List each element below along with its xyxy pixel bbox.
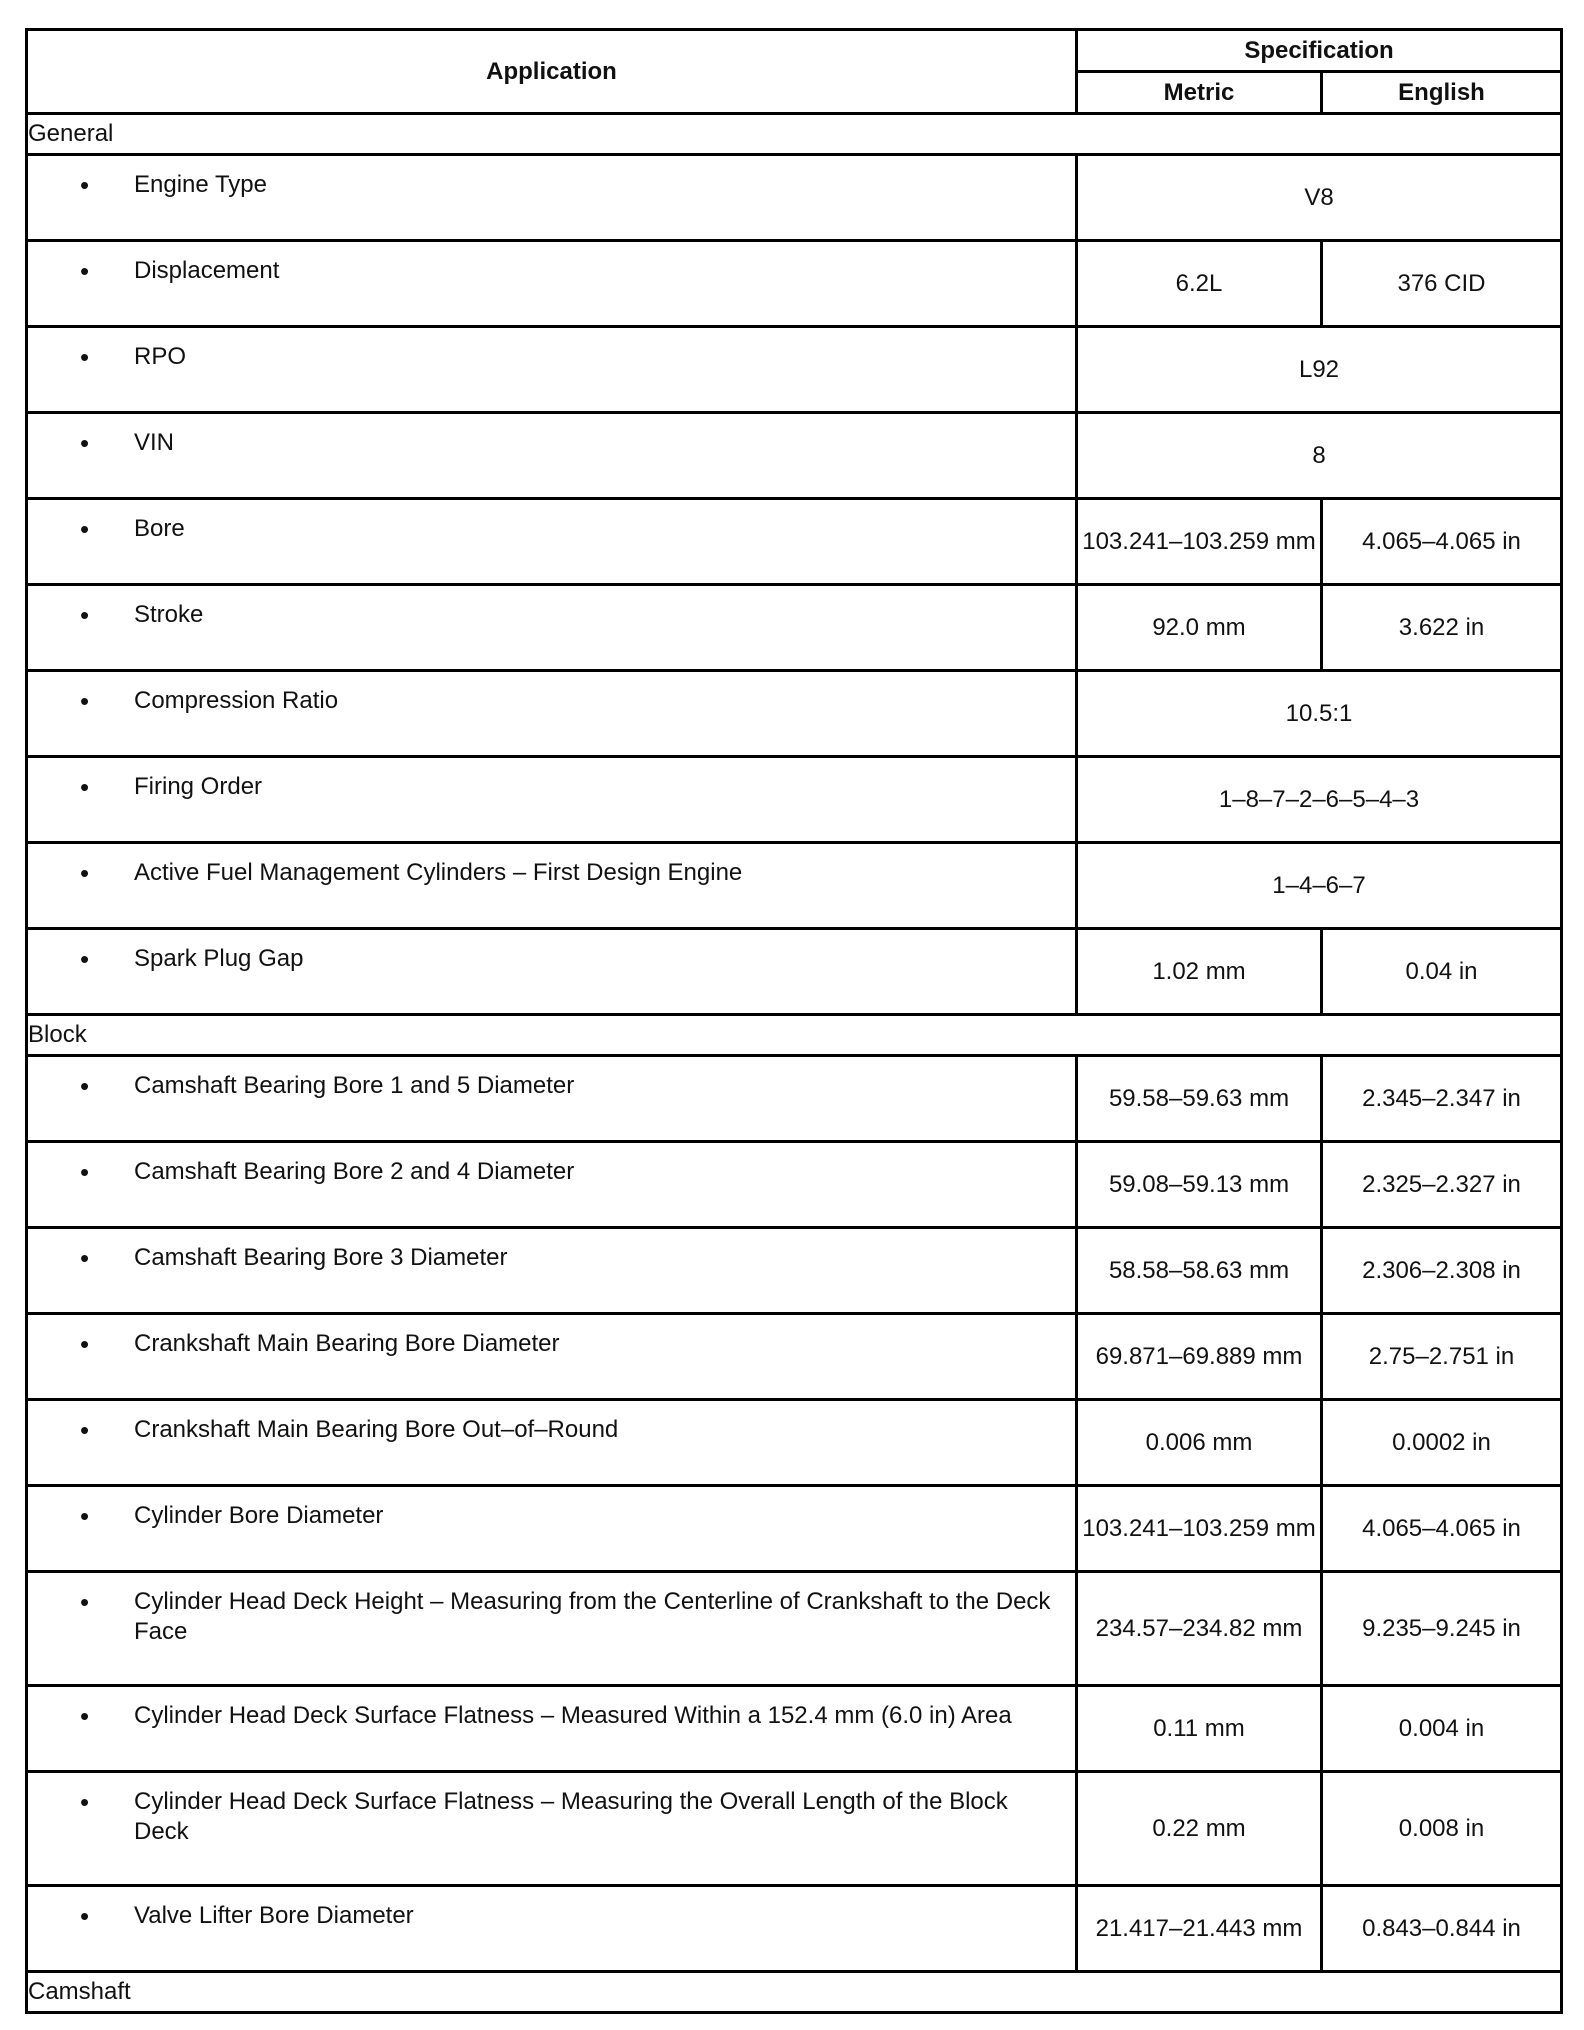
metric-value: 59.58–59.63 mm bbox=[1077, 1056, 1322, 1142]
application-text: Camshaft Bearing Bore 2 and 4 Diameter bbox=[134, 1158, 575, 1185]
english-value: 0.004 in bbox=[1322, 1686, 1562, 1772]
table-row bbox=[27, 155, 1562, 241]
application-cell bbox=[27, 1686, 1077, 1772]
application-text: Cylinder Head Deck Surface Flatness – Measured Within a 152.4 mm (6.0 in) Area bbox=[134, 1702, 1012, 1729]
table-row bbox=[27, 327, 1562, 413]
application-cell bbox=[27, 1314, 1077, 1400]
metric-value: 58.58–58.63 mm bbox=[1077, 1228, 1322, 1314]
application-cell bbox=[27, 1142, 1077, 1228]
metric-value: 59.08–59.13 mm bbox=[1077, 1142, 1322, 1228]
application-text: Camshaft Bearing Bore 3 Diameter bbox=[134, 1244, 508, 1271]
bullet-icon: • bbox=[80, 256, 90, 286]
application-cell bbox=[27, 1572, 1077, 1686]
metric-value: 0.22 mm bbox=[1077, 1772, 1322, 1886]
english-header: English bbox=[1322, 72, 1562, 114]
section-row bbox=[27, 1015, 1562, 1056]
bullet-icon: • bbox=[80, 1501, 90, 1531]
application-cell bbox=[27, 929, 1077, 1015]
application-cell bbox=[27, 1400, 1077, 1486]
application-cell bbox=[27, 155, 1077, 241]
table-row bbox=[27, 1572, 1562, 1686]
bullet-icon: • bbox=[80, 170, 90, 200]
english-value: 9.235–9.245 in bbox=[1322, 1572, 1562, 1686]
application-text: Valve Lifter Bore Diameter bbox=[134, 1902, 414, 1929]
application-text: Camshaft Bearing Bore 1 and 5 Diameter bbox=[134, 1072, 575, 1099]
application-cell bbox=[27, 1056, 1077, 1142]
specification-value: 1–4–6–7 bbox=[1077, 843, 1562, 929]
bullet-icon: • bbox=[80, 1587, 90, 1617]
table-row bbox=[27, 1142, 1562, 1228]
application-cell bbox=[27, 1228, 1077, 1314]
table-row bbox=[27, 1056, 1562, 1142]
application-cell bbox=[27, 1772, 1077, 1886]
application-text: Cylinder Head Deck Surface Flatness – Measuring the Overall Length of the Block Deck bbox=[134, 1788, 1008, 1845]
section-row bbox=[27, 114, 1562, 155]
table-row bbox=[27, 1772, 1562, 1886]
application-text: Stroke bbox=[134, 601, 204, 628]
metric-value: 1.02 mm bbox=[1077, 929, 1322, 1015]
english-value: 2.306–2.308 in bbox=[1322, 1228, 1562, 1314]
table-row bbox=[27, 241, 1562, 327]
metric-value: 69.871–69.889 mm bbox=[1077, 1314, 1322, 1400]
spec-body bbox=[27, 114, 1562, 2013]
table-row bbox=[27, 1228, 1562, 1314]
application-text: Crankshaft Main Bearing Bore Out–of–Round bbox=[134, 1416, 619, 1443]
section-title: Block bbox=[27, 1015, 1562, 1056]
table-row bbox=[27, 1314, 1562, 1400]
application-text: VIN bbox=[134, 429, 175, 456]
application-cell bbox=[27, 757, 1077, 843]
english-value: 0.0002 in bbox=[1322, 1400, 1562, 1486]
application-text: Crankshaft Main Bearing Bore Diameter bbox=[134, 1330, 560, 1357]
english-value: 376 CID bbox=[1322, 241, 1562, 327]
bullet-icon: • bbox=[80, 1329, 90, 1359]
english-value: 0.04 in bbox=[1322, 929, 1562, 1015]
application-cell bbox=[27, 499, 1077, 585]
application-cell bbox=[27, 1886, 1077, 1972]
table-row bbox=[27, 1486, 1562, 1572]
application-text: Spark Plug Gap bbox=[134, 945, 304, 972]
application-cell bbox=[27, 1486, 1077, 1572]
metric-value: 6.2L bbox=[1077, 241, 1322, 327]
table-row bbox=[27, 1886, 1562, 1972]
specification-value: 8 bbox=[1077, 413, 1562, 499]
application-text: Firing Order bbox=[134, 773, 263, 800]
application-text: Active Fuel Management Cylinders – First Design Engine bbox=[134, 859, 743, 886]
metric-value: 103.241–103.259 mm bbox=[1077, 499, 1322, 585]
bullet-icon: • bbox=[80, 428, 90, 458]
metric-header: Metric bbox=[1077, 72, 1322, 114]
bullet-icon: • bbox=[80, 600, 90, 630]
table-row bbox=[27, 499, 1562, 585]
application-text: Displacement bbox=[134, 257, 280, 284]
section-row bbox=[27, 1972, 1562, 2013]
table-row bbox=[27, 929, 1562, 1015]
english-value: 2.345–2.347 in bbox=[1322, 1056, 1562, 1142]
application-cell bbox=[27, 327, 1077, 413]
bullet-icon: • bbox=[80, 342, 90, 372]
specification-value: 1–8–7–2–6–5–4–3 bbox=[1077, 757, 1562, 843]
metric-value: 103.241–103.259 mm bbox=[1077, 1486, 1322, 1572]
bullet-icon: • bbox=[80, 1415, 90, 1445]
bullet-icon: • bbox=[80, 1243, 90, 1273]
application-text: Compression Ratio bbox=[134, 687, 339, 714]
english-value: 2.75–2.751 in bbox=[1322, 1314, 1562, 1400]
application-cell bbox=[27, 585, 1077, 671]
english-value: 4.065–4.065 in bbox=[1322, 499, 1562, 585]
application-header: Application bbox=[27, 30, 1077, 114]
bullet-icon: • bbox=[80, 1157, 90, 1187]
specification-header: Specification bbox=[1077, 30, 1562, 72]
application-text: Engine Type bbox=[134, 171, 267, 198]
specification-value: 10.5:1 bbox=[1077, 671, 1562, 757]
english-value: 0.843–0.844 in bbox=[1322, 1886, 1562, 1972]
application-cell bbox=[27, 241, 1077, 327]
application-text: Cylinder Bore Diameter bbox=[134, 1502, 384, 1529]
english-value: 4.065–4.065 in bbox=[1322, 1486, 1562, 1572]
application-cell bbox=[27, 671, 1077, 757]
table-row bbox=[27, 757, 1562, 843]
application-cell bbox=[27, 843, 1077, 929]
english-value: 2.325–2.327 in bbox=[1322, 1142, 1562, 1228]
table-row bbox=[27, 413, 1562, 499]
specification-value: V8 bbox=[1077, 155, 1562, 241]
bullet-icon: • bbox=[80, 1901, 90, 1931]
bullet-icon: • bbox=[80, 514, 90, 544]
table-row bbox=[27, 1686, 1562, 1772]
table-row bbox=[27, 843, 1562, 929]
table-row bbox=[27, 585, 1562, 671]
spec-table bbox=[25, 28, 1563, 2014]
bullet-icon: • bbox=[80, 1071, 90, 1101]
metric-value: 0.006 mm bbox=[1077, 1400, 1322, 1486]
application-text: Bore bbox=[134, 515, 185, 542]
metric-value: 0.11 mm bbox=[1077, 1686, 1322, 1772]
application-text: RPO bbox=[134, 343, 187, 370]
bullet-icon: • bbox=[80, 772, 90, 802]
english-value: 3.622 in bbox=[1322, 585, 1562, 671]
bullet-icon: • bbox=[80, 1701, 90, 1731]
metric-value: 234.57–234.82 mm bbox=[1077, 1572, 1322, 1686]
section-title: General bbox=[27, 114, 1562, 155]
application-cell bbox=[27, 413, 1077, 499]
application-text: Cylinder Head Deck Height – Measuring from the Centerline of Crankshaft to the Deck Face bbox=[134, 1588, 1051, 1645]
specification-value: L92 bbox=[1077, 327, 1562, 413]
bullet-icon: • bbox=[80, 944, 90, 974]
bullet-icon: • bbox=[80, 1787, 90, 1817]
table-row bbox=[27, 671, 1562, 757]
bullet-icon: • bbox=[80, 686, 90, 716]
bullet-icon: • bbox=[80, 858, 90, 888]
metric-value: 21.417–21.443 mm bbox=[1077, 1886, 1322, 1972]
section-title: Camshaft bbox=[27, 1972, 1562, 2013]
metric-value: 92.0 mm bbox=[1077, 585, 1322, 671]
english-value: 0.008 in bbox=[1322, 1772, 1562, 1886]
table-row bbox=[27, 1400, 1562, 1486]
